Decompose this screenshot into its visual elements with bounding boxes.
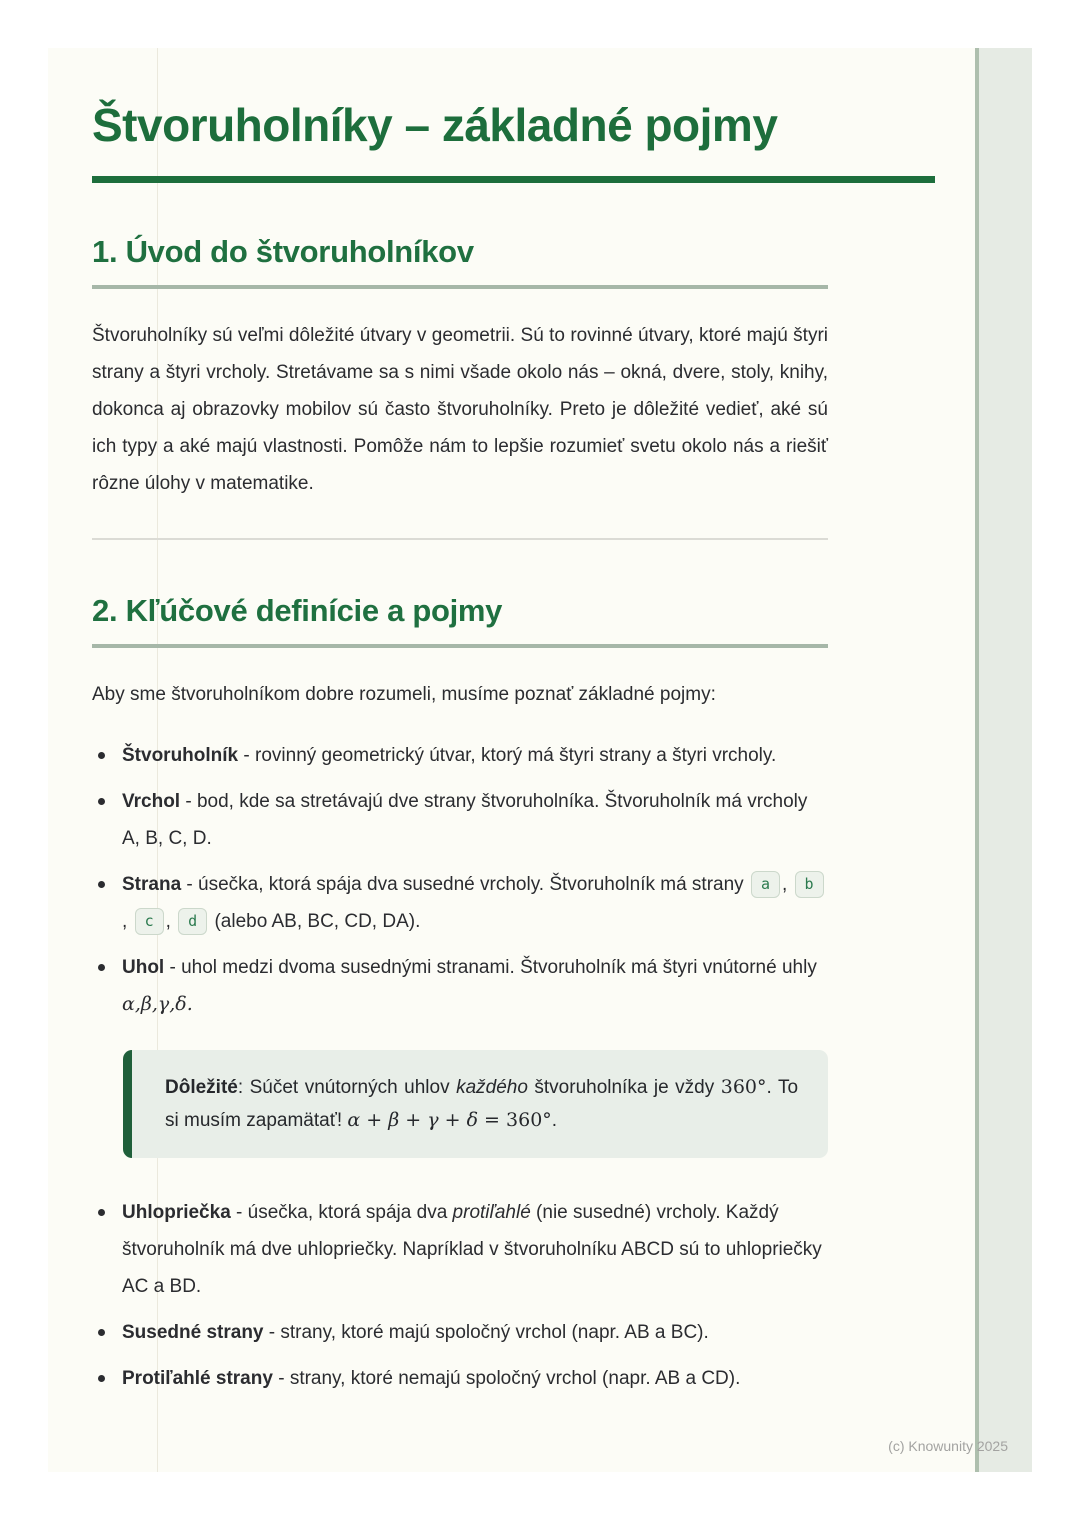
definition-item-uhlopriecka — [92, 1194, 828, 1305]
section-2-underline — [92, 644, 828, 648]
inline-code-chip-b: b — [795, 871, 824, 898]
section-divider — [92, 538, 828, 540]
definition-item-stvoruholnik — [92, 737, 828, 774]
bullet-dot — [98, 1329, 105, 1336]
term-description-after: (alebo AB, BC, CD, DA). — [209, 911, 421, 932]
term-description: - rovinný geometrický útvar, ktorý má štyri strany a štyri vrcholy. — [238, 745, 777, 766]
callout-segment: štvoruholníka je vždy — [527, 1077, 721, 1098]
bullet-dot — [98, 752, 105, 759]
term-label: Strana — [122, 874, 182, 895]
title-rule — [92, 176, 935, 183]
math-expression-sum-greek: α + β + γ + δ — [347, 1109, 479, 1131]
bullet-dot — [98, 1375, 105, 1382]
inline-code-chip-d: d — [178, 908, 207, 935]
chip-separator: , — [165, 911, 177, 932]
definitions-list — [92, 737, 828, 1023]
term-label: Susedné strany — [122, 1322, 264, 1343]
section-1-heading: 1. Úvod do štvoruholníkov — [92, 234, 474, 269]
term-description: - strany, ktoré nemajú spoločný vrchol (napr. AB a CD). — [272, 1368, 741, 1389]
term-description: - uhol medzi dvoma susednými stranami. Štvoruholník má štyri vnútorné uhly — [164, 957, 817, 978]
callout-segment: : Súčet vnútorných uhlov — [237, 1077, 457, 1098]
inline-code-chip-a: a — [751, 871, 780, 898]
bullet-dot — [98, 798, 105, 805]
math-expression-angles: α,β,γ,δ. — [122, 993, 193, 1015]
math-expression-sum-result: = 360° — [478, 1109, 552, 1131]
definition-item-strana — [92, 866, 828, 940]
term-description: - úsečka, ktorá spája dva susedné vrcholy. Štvoruholník má strany — [181, 874, 749, 895]
section-1-underline — [92, 285, 828, 289]
bullet-dot — [98, 1209, 105, 1216]
callout-segment: . — [551, 1110, 558, 1131]
callout-emphasis: každého — [456, 1077, 528, 1098]
callout-text — [165, 1071, 798, 1137]
term-label: Uhol — [122, 957, 165, 978]
term-label: Protiľahlé strany — [122, 1368, 273, 1389]
math-expression-360: 360° — [720, 1076, 767, 1098]
definition-item-uhol — [92, 949, 828, 1023]
definitions-list-2 — [92, 1194, 828, 1397]
term-description-after: (nie susedné) vrcholy. Každý štvoruholník má dve uhlopriečky. Napríklad v štvoruholníku ABCD sú to uhlopriečky AC a BD. — [122, 1202, 822, 1297]
right-margin-strip — [975, 48, 1032, 1472]
term-emphasis: protiľahlé — [452, 1202, 531, 1223]
term-label: Uhlopriečka — [122, 1202, 231, 1223]
bullet-dot — [98, 881, 105, 888]
footer-credit: (c) Knowunity 2025 — [888, 1438, 1008, 1454]
important-callout — [123, 1050, 828, 1158]
section-1-paragraph: Štvoruholníky sú veľmi dôležité útvary v geometrii. Sú to rovinné útvary, ktoré majú štyri strany a štyri vrcholy. Stretávame sa s nimi všade okolo nás – okná, dvere, stoly, knihy, dokonca aj obrazovky mobilov sú často štvoruholníky. Preto je dôležité vedieť, aké sú ich typy a aké majú vlastnosti. Pomôže nám to lepšie rozumieť svetu okolo nás a riešiť rôzne úlohy v matematike. — [92, 325, 828, 494]
callout-segment: . To si musím zapamätať! — [165, 1077, 799, 1131]
inline-code-chip-c: c — [135, 908, 164, 935]
chip-separator: , — [122, 911, 133, 932]
term-label: Štvoruholník — [122, 745, 239, 766]
definition-item-susedne-strany — [92, 1314, 828, 1351]
term-description: - úsečka, ktorá spája dva — [230, 1202, 453, 1223]
term-description: - bod, kde sa stretávajú dve strany štvoruholníka. Štvoruholník má vrcholy A, B, C, D. — [122, 791, 808, 849]
term-label: Vrchol — [122, 791, 181, 812]
definition-item-vrchol — [92, 783, 828, 857]
section-2-heading: 2. Kľúčové definície a pojmy — [92, 593, 503, 628]
term-description: - strany, ktoré majú spoločný vrchol (napr. AB a BC). — [263, 1322, 709, 1343]
definition-item-protilahle-strany — [92, 1360, 828, 1397]
chip-separator: , — [781, 874, 793, 895]
section-2-intro: Aby sme štvoruholníkom dobre rozumeli, musíme poznať základné pojmy: — [92, 684, 716, 705]
page-title: Štvoruholníky – základné pojmy — [92, 99, 778, 151]
bullet-dot — [98, 964, 105, 971]
callout-label: Dôležité — [165, 1077, 238, 1098]
document-content — [92, 48, 935, 1406]
paper-sheet — [48, 48, 1032, 1472]
